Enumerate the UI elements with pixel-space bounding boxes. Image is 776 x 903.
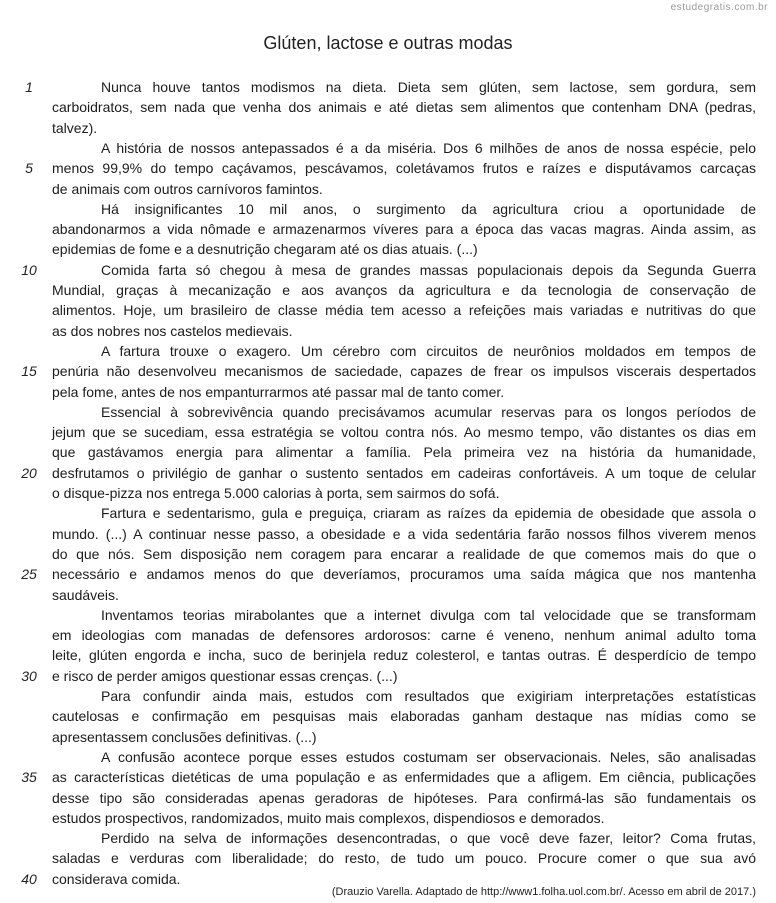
text-line: carboidratos, sem nada que venha dos animais e até dietas sem alimentos que contenham DNA (pedras, bbox=[52, 99, 756, 116]
text-line: do que nós. Sem disposição nem coragem para encarar a realidade de que comemos mais do que o bbox=[52, 545, 756, 562]
text-line: leite, glúten engorda e incha, suco de berinjela reduz colesterol, e tantas outras. É desperdício de tempo bbox=[52, 647, 756, 664]
text-line: considerava comida. bbox=[52, 870, 181, 887]
text-line: abandonarmos a vida nômade e armazenarmos víveres para a época das vacas magras. Ainda assim, as bbox=[52, 221, 756, 238]
text-line: saladas e verduras com liberalidade; do resto, de tudo um pouco. Procure comer o que sua avó bbox=[52, 850, 756, 867]
text-line: que gastávamos energia para alimentar a família. Pela primeira vez na história da humanidade, bbox=[52, 444, 756, 461]
line-number: 5 bbox=[25, 160, 33, 177]
text-line: estudos prospectivos, randomizados, muito mais complexos, dispendiosos e demorados. bbox=[52, 809, 605, 826]
text-line: talvez). bbox=[52, 119, 98, 136]
text-line: o disque-pizza nos entrega 5.000 calorias à porta, sem sairmos do sofá. bbox=[52, 485, 500, 501]
text-line: apresentassem conclusões definitivas. (...) bbox=[52, 728, 317, 745]
text-line: Inventamos teorias mirabolantes que a internet divulga com tal velocidade que se transformam bbox=[101, 606, 756, 623]
line-number: 35 bbox=[21, 769, 37, 786]
line-number: 25 bbox=[21, 566, 37, 583]
text-line: Essencial à sobrevivência quando precisávamos acumular reservas para os longos períodos de bbox=[101, 403, 756, 420]
text-line: Perdido na selva de informações desencontradas, o que você deve fazer, leitor? Coma frutas, bbox=[101, 830, 756, 847]
text-line: A confusão acontece porque esses estudos costumam ser observacionais. Neles, são analisadas bbox=[101, 748, 756, 765]
line-number: 15 bbox=[21, 363, 37, 380]
article-title: Glúten, lactose e outras modas bbox=[263, 33, 513, 53]
text-line: Há insignificantes 10 mil anos, o surgimento da agricultura criou a oportunidade de bbox=[101, 200, 756, 217]
line-number: 10 bbox=[21, 261, 37, 278]
text-line: Mundial, graças à mecanização e aos avanços da agricultura e da tecnologia de conservação de bbox=[52, 282, 756, 298]
text-line: de animais com outros carnívoros famintos. bbox=[52, 180, 323, 197]
line-number: 1 bbox=[25, 79, 33, 95]
text-line: em ideologias com manadas de defensores ardorosos: carne é veneno, nenhum animal adulto toma bbox=[52, 627, 756, 644]
line-number: 20 bbox=[21, 464, 37, 481]
text-line: menos 99,9% do tempo caçávamos, pescávamos, coletávamos frutos e raízes e disputávamos carcaças bbox=[52, 160, 756, 177]
text-line: epidemias de fome e a desnutrição chegaram até os dias atuais. (...) bbox=[52, 241, 478, 258]
text-line: pela fome, antes de nos empanturrarmos até passar mal de tanto comer. bbox=[52, 383, 505, 400]
text-line: jejum que se sucediam, essa estratégia se voltou contra nós. Ao mesmo tempo, vão distantes os dias em bbox=[52, 424, 756, 441]
line-number: 30 bbox=[21, 667, 37, 684]
text-line: desfrutamos o privilégio de ganhar o sustento sentados em cadeiras confortáveis. A um toque de celular bbox=[52, 464, 756, 481]
text-line: e risco de perder amigos questionar essas crenças. (...) bbox=[52, 667, 398, 684]
text-line: necessário e andamos menos do que deveríamos, procuramos uma saída mágica que nos mantenha bbox=[52, 566, 756, 583]
text-line: saudáveis. bbox=[52, 586, 119, 603]
text-line: alimentos. Hoje, um brasileiro de classe média tem acesso a refeições mais variadas e nutritivas do que bbox=[52, 302, 756, 319]
text-line: penúria não desenvolveu mecanismos de saciedade, capazes de frear os impulsos viscerais despertados bbox=[52, 363, 756, 380]
source-citation: (Drauzio Varella. Adaptado de http://www1.folha.uol.com.br/. Acesso em abril de 2017.) bbox=[331, 886, 756, 898]
text-line: Fartura e sedentarismo, gula e preguiça, criaram as raízes da epidemia de obesidade que assola o bbox=[101, 505, 756, 522]
text-line: Nunca houve tantos modismos na dieta. Dieta sem glúten, sem lactose, sem gordura, sem bbox=[101, 79, 756, 95]
site-watermark: estudegratis.com.br bbox=[670, 2, 768, 13]
text-line: mundo. (...) A continuar nesse passo, a obesidade e a vida sedentária farão nossos filhos viverem menos bbox=[52, 525, 756, 542]
text-line: A fartura trouxe o exagero. Um cérebro com circuitos de neurônios moldados em tempos de bbox=[101, 342, 756, 359]
text-line: cautelosas e confirmação em pesquisas mais elaboradas ganham destaque nas mídias como se bbox=[52, 708, 756, 725]
text-line: as características dietéticas de uma população e as enfermidades que a afligem. Em ciência, publicações bbox=[52, 769, 756, 786]
line-number: 40 bbox=[21, 870, 37, 887]
text-line: desse tipo são consideradas apenas geradoras de hipóteses. Para confirmá-las são fundamentais os bbox=[52, 789, 756, 806]
text-line: A história de nossos antepassados é a da miséria. Dos 6 milhões de anos de nossa espécie, pelo bbox=[101, 139, 756, 156]
text-line: Para confundir ainda mais, estudos com resultados que exigiriam interpretações estatísticas bbox=[101, 688, 756, 704]
text-line: Comida farta só chegou à mesa de grandes massas populacionais depois da Segunda Guerra bbox=[101, 261, 756, 278]
text-line: as dos nobres nos castelos medievais. bbox=[52, 322, 293, 339]
